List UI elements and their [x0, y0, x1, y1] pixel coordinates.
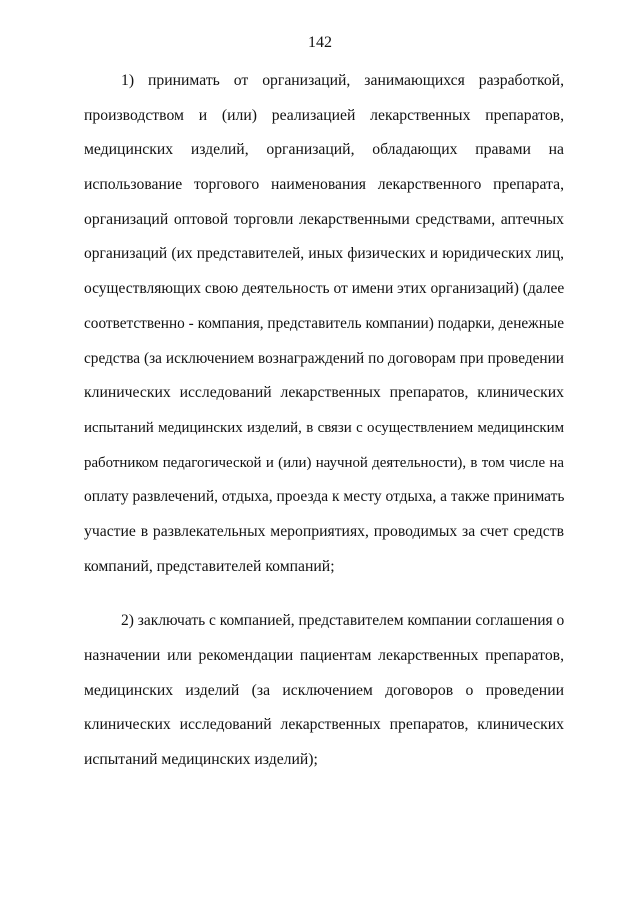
text-line: медицинских изделий (за исключением договоров о проведении	[84, 681, 564, 699]
paragraph-item-1	[84, 64, 564, 584]
text-line: организаций оптовой торговли лекарственными средствами, аптечных	[84, 210, 564, 228]
text-line: работником педагогической и (или) научной деятельности), в том числе на	[84, 454, 564, 471]
document-body	[84, 64, 564, 778]
text-line: испытаний медицинских изделий, в связи с осуществлением медицинским	[84, 419, 564, 436]
text-line: организаций (их представителей, иных физических и юридических лиц,	[84, 245, 564, 263]
text-line: 1) принимать от организаций, занимающихся разработкой,	[121, 72, 564, 89]
text-line: использование торгового наименования лекарственного препарата,	[84, 176, 564, 194]
text-line: клинических исследований лекарственных препаратов, клинических	[84, 384, 564, 402]
text-line: производством и (или) реализацией лекарственных препаратов,	[84, 106, 564, 124]
text-line: средства (за исключением вознаграждений по договорам при проведении	[84, 349, 564, 367]
text-line: медицинских изделий, организаций, обладающих правами на	[84, 141, 564, 159]
text-line: клинических исследований лекарственных препаратов, клинических	[84, 716, 564, 734]
text-line: назначении или рекомендации пациентам лекарственных препаратов,	[84, 647, 564, 664]
page-number: 142	[308, 34, 332, 51]
text-line: осуществляющих свою деятельность от имени этих организаций) (далее	[84, 280, 565, 298]
paragraph-item-2	[84, 604, 564, 777]
paragraph-spacer	[84, 584, 564, 604]
text-line: компаний, представителей компаний;	[84, 557, 335, 575]
text-line: соответственно - компания, представитель компании) подарки, денежные	[84, 314, 564, 332]
text-line: оплату развлечений, отдыха, проезда к месту отдыха, а также принимать	[84, 488, 565, 506]
text-line: 2) заключать с компанией, представителем компании соглашения о	[121, 612, 565, 630]
text-line: участие в развлекательных мероприятиях, проводимых за счет средств	[84, 522, 564, 540]
text-line: испытаний медицинских изделий);	[84, 751, 318, 769]
